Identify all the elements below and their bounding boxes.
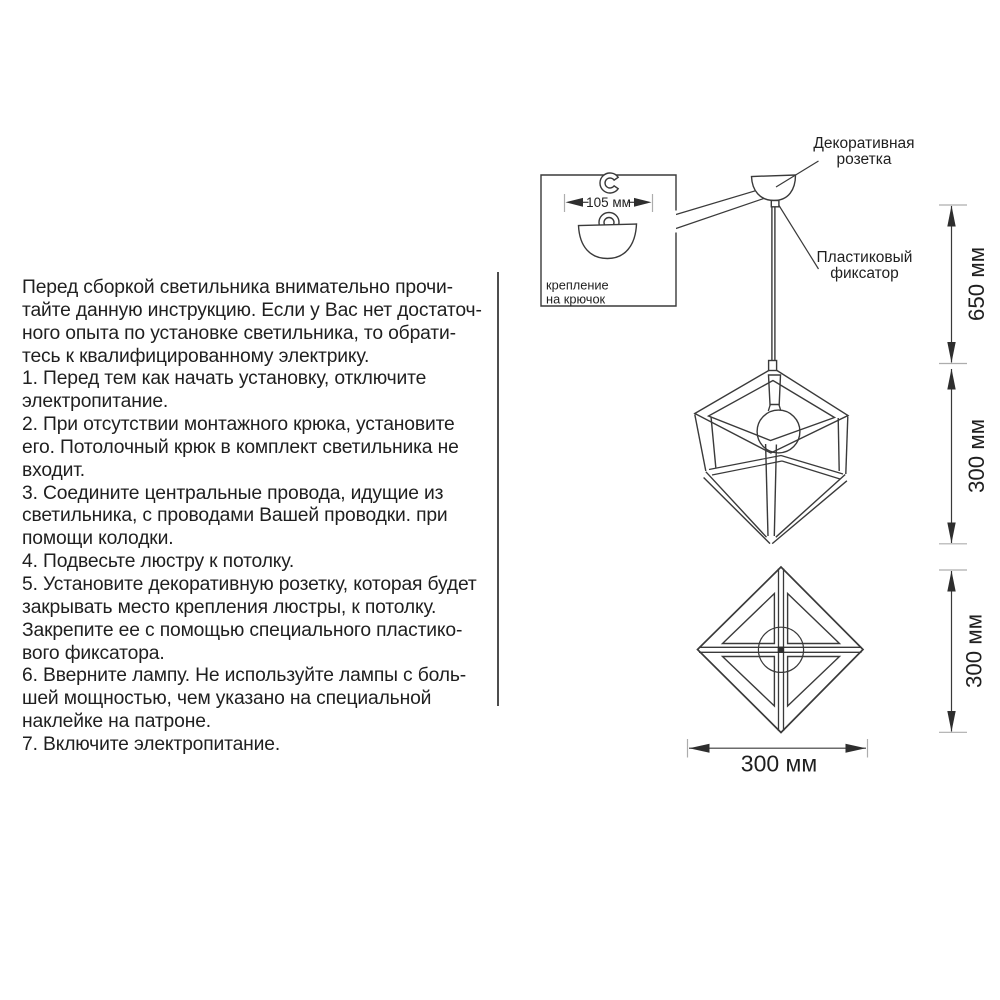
dimension-650mm bbox=[939, 205, 989, 364]
assembly-diagram bbox=[500, 90, 1000, 800]
inset-caption-line1: крепление bbox=[546, 277, 609, 293]
instruction-line: входит. bbox=[22, 459, 85, 481]
rosette-label-line1: Декоративная bbox=[813, 135, 915, 152]
instruction-line: 5. Установите декоративную розетку, которая будет bbox=[22, 573, 477, 595]
instruction-line: тесь к квалифицированному электрику. bbox=[22, 345, 370, 367]
callout-labels bbox=[813, 135, 914, 282]
fixator-label-line1: Пластиковый bbox=[816, 249, 913, 266]
fixator-label-line2: фиксатор bbox=[830, 265, 899, 282]
instruction-line: вого фиксатора. bbox=[22, 642, 165, 664]
instruction-line: 1. Перед тем как начать установку, отключите bbox=[22, 368, 427, 390]
instruction-line: тайте данную инструкцию. Если у Вас нет достаточ- bbox=[22, 299, 482, 321]
dimension-300mm-width-label: 300 мм bbox=[740, 750, 818, 777]
instruction-line: 6. Вверните лампу. Не используйте лампы с боль- bbox=[22, 665, 467, 687]
rosette-label-line2: розетка bbox=[836, 151, 892, 168]
divider-line bbox=[497, 272, 499, 706]
instruction-line: 2. При отсутствии монтажного крюка, установите bbox=[22, 414, 455, 436]
plastic-fixator-drawing bbox=[771, 201, 779, 207]
cord-connector bbox=[769, 361, 777, 371]
cube-lamp-drawing bbox=[695, 361, 848, 544]
inset-caption-line2: на крючок bbox=[546, 291, 606, 307]
dimension-650mm-label: 650 мм bbox=[964, 246, 989, 322]
instruction-line: Перед сборкой светильника внимательно прочи- bbox=[22, 277, 453, 298]
instruction-line: Закрепите ее с помощью специального пластико- bbox=[22, 619, 463, 641]
center-hub bbox=[778, 647, 784, 653]
dimension-105mm-label: 105 мм bbox=[586, 195, 631, 210]
instruction-line: шей мощностью, чем указано на специальной bbox=[22, 688, 432, 710]
instruction-text bbox=[22, 277, 500, 757]
instruction-line: 7. Включите электропитание. bbox=[22, 733, 281, 755]
dimension-300mm-width bbox=[688, 739, 868, 777]
dimension-300mm-cage-label: 300 мм bbox=[964, 418, 989, 494]
instruction-line: ного опыта по установке светильника, то обрати- bbox=[22, 322, 456, 344]
lamp-socket bbox=[769, 375, 781, 405]
instruction-line: светильника, с проводами Вашей проводки. при bbox=[22, 505, 448, 527]
instruction-line: электропитание. bbox=[22, 391, 169, 413]
ceiling-rose-assembly bbox=[752, 161, 819, 361]
instruction-line: помощи колодки. bbox=[22, 528, 174, 550]
suspension-cord bbox=[772, 207, 775, 361]
instruction-line: 4. Подвесьте люстру к потолку. bbox=[22, 551, 295, 573]
instruction-line: 3. Соедините центральные провода, идущие из bbox=[22, 482, 444, 504]
dimension-300mm-bottom-view bbox=[939, 570, 987, 732]
instruction-line: его. Потолочный крюк в комплект светильника не bbox=[22, 436, 459, 458]
instruction-line: наклейке на патроне. bbox=[22, 711, 211, 733]
bottom-view-drawing bbox=[698, 567, 864, 733]
rosette-leader-line bbox=[776, 161, 819, 187]
fixator-leader-line bbox=[779, 206, 819, 270]
hook-mount-inset bbox=[541, 173, 676, 307]
instruction-line: закрывать место крепления люстры, к потолку. bbox=[22, 596, 437, 618]
dimension-300mm-cage bbox=[939, 369, 989, 544]
dimension-300mm-bottom-view-label: 300 мм bbox=[961, 613, 987, 689]
